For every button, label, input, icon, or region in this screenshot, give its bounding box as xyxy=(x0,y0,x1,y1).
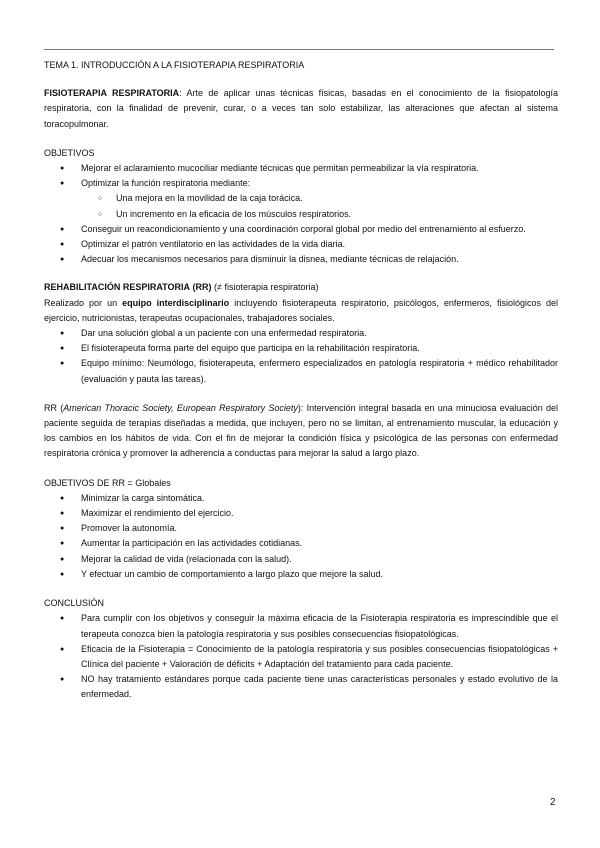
list-item: ● Aumentar la participación en las actividades cotidianas. xyxy=(44,536,558,551)
rr-heading xyxy=(44,280,558,295)
list-item-text: Optimizar la función respiratoria mediante: xyxy=(81,178,251,189)
list-item xyxy=(44,176,558,222)
list-item: ● Promover la autonomía. xyxy=(44,521,558,536)
rr-intro-start: Realizado por un xyxy=(44,297,123,308)
list-item: ● Maximizar el rendimiento del ejercicio. xyxy=(44,506,558,521)
page-content xyxy=(44,58,558,703)
list-item: ● NO hay tratamiento estándares porque cada paciente tiene unas características personales y estado evolutivo de la enfermedad. xyxy=(44,672,558,702)
objectives-sublist xyxy=(44,191,558,221)
sublist-item: ○ Una mejora en la movilidad de la caja torácica. xyxy=(44,191,558,206)
list-item: ● Eficacia de la Fisioterapia = Conocimiento de la patología respiratoria y sus posibles consecuencias fisiopatológicas + Clínica del paciente + Valoración de déficits + Adaptación del tratamiento para cada paciente. xyxy=(44,642,558,672)
list-item: ● Equipo mínimo: Neumólogo, fisioterapeuta, enfermero especializados en patología respiratoria + médico rehabilitador (evaluación y pauta las tareas). xyxy=(44,356,558,386)
page-number: 2 xyxy=(550,797,556,808)
definition-text: : Arte de aplicar unas técnicas físicas, basadas en el conocimiento de la fisiopatología respiratoria, con la finalidad de prevenir, curar, o a veces tan solo estabilizar, las alteraciones que afectan al sistema toracopulmonar. xyxy=(44,88,558,129)
rr-heading-title: REHABILITACIÓN RESPIRATORIA xyxy=(44,282,191,293)
rr-def-societies: American Thoracic Society, European Respiratory Society xyxy=(63,402,298,413)
rr-list xyxy=(44,326,558,387)
conclusion-list xyxy=(44,611,558,702)
sublist-item: ○ Un incremento en la eficacia de los músculos respiratorios. xyxy=(44,207,558,222)
conclusion-heading: CONCLUSIÓN xyxy=(44,598,105,609)
list-item: ● Mejorar la calidad de vida (relacionada con la salud). xyxy=(44,552,558,567)
objectives-heading: OBJETIVOS xyxy=(44,147,95,158)
definition-paragraph xyxy=(44,86,558,132)
rr-intro-end: incluyendo fisioterapeuta respiratorio, psicólogos, enfermeros, fisiológicos del ejercicio, nutricionistas, terapeutas ocupacionales, trabajadores sociales. xyxy=(44,297,559,323)
list-item: ● Dar una solución global a un paciente con una enfermedad respiratoria. xyxy=(44,326,558,341)
list-item: ● Minimizar la carga sintomática. xyxy=(44,491,558,506)
rr-definition-paragraph xyxy=(44,401,558,462)
rr-objectives-list xyxy=(44,491,558,582)
rr-def-abbr: RR ( xyxy=(44,402,64,413)
list-item: ● El fisioterapeuta forma parte del equipo que participa en la rehabilitación respiratoria. xyxy=(44,341,558,356)
list-item: ● Conseguir un reacondicionamiento y una coordinación corporal global por medio del entrenamiento al esfuerzo. xyxy=(44,222,558,237)
rr-heading-note: (≠ fisioterapia respiratoria) xyxy=(211,282,319,293)
list-item: ● Optimizar el patrón ventilatorio en las actividades de la vida diaria. xyxy=(44,237,558,252)
rr-objectives-heading: OBJETIVOS DE RR = Globales xyxy=(44,477,171,488)
rr-intro-bold: equipo interdisciplinario xyxy=(122,297,230,308)
header-rule xyxy=(44,49,554,50)
rr-def-text: ): Intervención integral basada en una minuciosa evaluación del paciente seguida de terapias diseñadas a medida, que incluyen, pero no se limitan, al entrenamiento muscular, la educación y los cambios en los hábitos de vida. Con el fin de mejorar la condición física y psicológica de las personas con enfermedad respiratoria crónica y promover la adherencia a conductas para mejorar la salud a largo plazo. xyxy=(44,402,559,459)
list-item: ● Mejorar el aclaramiento mucociliar mediante técnicas que permitan permeabilizar la vía respiratoria. xyxy=(44,161,558,176)
list-item: ● Y efectuar un cambio de comportamiento a largo plazo que mejore la salud. xyxy=(44,567,558,582)
list-item: ● Para cumplir con los objetivos y conseguir la máxima eficacia de la Fisioterapia respiratoria es imprescindible que el terapeuta conozca bien la patología respiratoria y sus posibles consecuencias fisiopatológicas. xyxy=(44,611,558,641)
definition-term: FISIOTERAPIA RESPIRATORIA xyxy=(44,88,180,99)
page-title: TEMA 1. INTRODUCCIÓN A LA FISIOTERAPIA RESPIRATORIA xyxy=(44,60,305,70)
rr-heading-abbr: (RR) xyxy=(192,282,212,293)
list-item: ● Adecuar los mecanismos necesarios para disminuir la disnea, mediante técnicas de relajación. xyxy=(44,252,558,267)
objectives-list xyxy=(44,161,558,267)
rr-intro xyxy=(44,296,558,326)
